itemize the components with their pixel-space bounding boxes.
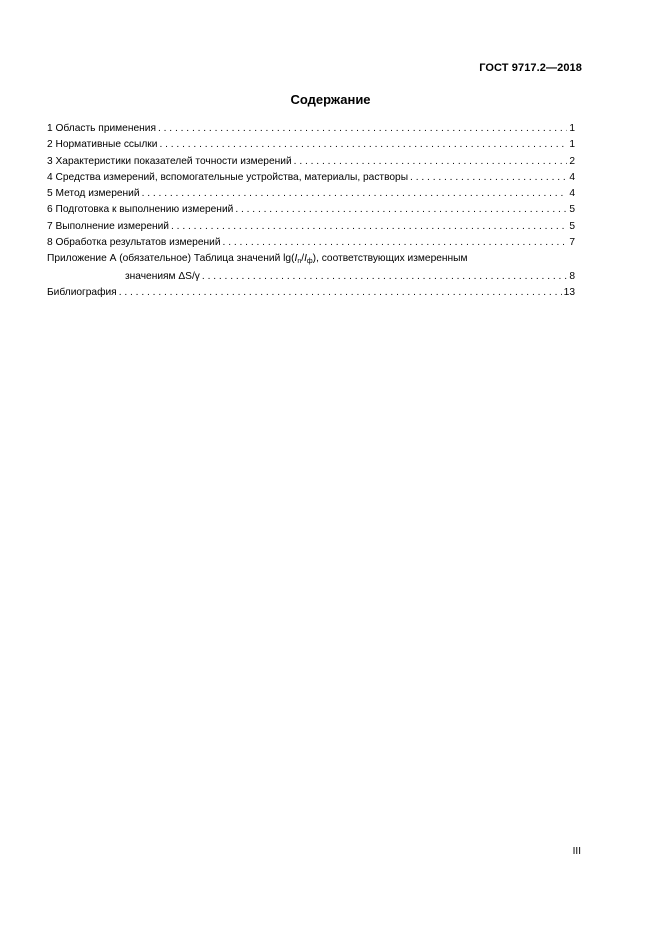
toc-entry-page: 4	[569, 171, 575, 183]
toc-entry-page: 5	[569, 204, 575, 216]
toc-entry-title: 4 Средства измерений, вспомогательные устройства, материалы, растворы	[47, 171, 409, 183]
toc-entry-appendix[interactable]	[47, 251, 575, 284]
appendix-slash: /	[301, 253, 305, 265]
toc-entry-page: 8	[569, 271, 575, 283]
toc-entry-title: 1 Область применения	[47, 123, 156, 134]
toc-entry-page: 5	[569, 220, 575, 232]
toc-entry[interactable]	[47, 202, 575, 218]
toc-entry[interactable]	[47, 170, 575, 186]
toc-leader-dots	[159, 137, 567, 153]
toc-entry-title: 2 Нормативные ссылки	[47, 139, 158, 151]
toc-entry-page: 13	[563, 287, 575, 299]
document-code: ГОСТ 9717.2—2018	[479, 62, 582, 74]
toc-title: Содержание	[290, 92, 371, 107]
toc-leader-dots	[223, 235, 568, 251]
toc-entry-title: значениям ΔS/γ	[125, 271, 200, 283]
appendix-title-line1	[47, 251, 575, 269]
toc-leader-dots	[171, 219, 567, 235]
table-of-contents	[47, 121, 575, 302]
toc-entry-page: 1	[569, 139, 575, 151]
page-number: III	[572, 846, 581, 857]
toc-leader-dots	[235, 202, 567, 218]
toc-leader-dots	[142, 186, 568, 202]
toc-entry[interactable]	[47, 235, 575, 251]
appendix-var1: I	[294, 253, 298, 265]
toc-entry-title: Библиография	[47, 287, 117, 299]
toc-leader-dots	[202, 269, 567, 284]
toc-leader-dots	[158, 121, 567, 137]
toc-leader-dots	[119, 285, 562, 301]
appendix-sub2: ф	[306, 258, 313, 266]
toc-entry-title: 7 Выполнение измерений	[47, 220, 169, 232]
toc-entry-page: 7	[569, 237, 575, 249]
toc-leader-dots	[410, 170, 567, 186]
appendix-var2: I	[304, 253, 307, 265]
toc-entry-title: 5 Метод измерений	[47, 188, 140, 200]
toc-entry[interactable]	[47, 186, 575, 202]
toc-entry[interactable]	[47, 154, 575, 170]
toc-entry-page: 4	[569, 188, 575, 200]
toc-entry[interactable]	[47, 137, 575, 153]
toc-entry-title: 8 Обработка результатов измерений	[47, 237, 221, 249]
appendix-title-line2	[47, 269, 575, 284]
appendix-sub1: n	[297, 258, 302, 266]
toc-entry-title: 3 Характеристики показателей точности измерений	[47, 155, 292, 167]
toc-leader-dots	[294, 154, 568, 170]
toc-entry-title: 6 Подготовка к выполнению измерений	[47, 204, 234, 216]
toc-entry[interactable]	[47, 121, 575, 137]
toc-entry[interactable]	[47, 219, 575, 235]
toc-entry-page: 1	[569, 123, 575, 134]
appendix-suffix: ), соответствующих измеренным	[312, 253, 468, 265]
appendix-prefix: Приложение А (обязательное) Таблица значений lg(	[47, 253, 295, 265]
toc-entry-page: 2	[569, 155, 575, 167]
toc-entry-bibliography[interactable]	[47, 285, 575, 301]
